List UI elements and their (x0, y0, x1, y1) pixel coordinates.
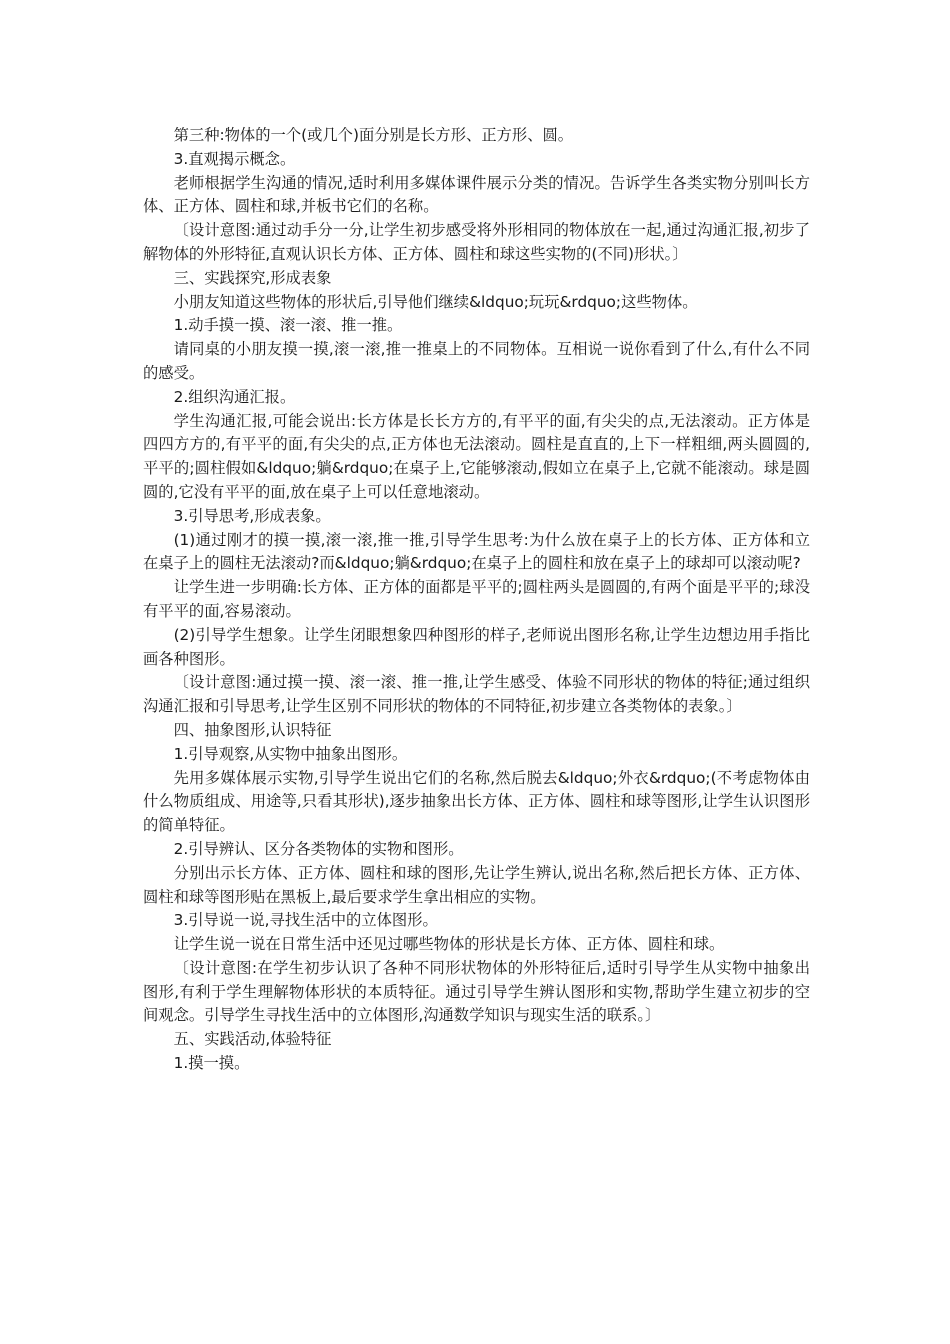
paragraph: 让学生说一说在日常生活中还见过哪些物体的形状是长方体、正方体、圆柱和球。 (173, 935, 725, 954)
paragraph: 〔设计意图:通过动手分一分,让学生初步感受将外形相同的物体放在一起,通过沟通汇报,初步了解物体的外形特征,直观认识长方体、正方体、圆柱和球这些实物的(不同)形状。〕 (143, 221, 810, 263)
paragraph: 3.引导思考,形成表象。 (173, 506, 331, 525)
paragraph: (1)通过刚才的摸一摸,滚一滚,推一推,引导学生思考:为什么放在桌子上的长方体、正方体和立在桌子上的圆柱无法滚动?而&ldquo;躺&rdquo;在桌子上的圆柱和放在桌子上的球却可以滚动呢? (143, 530, 810, 573)
paragraph: 3.引导说一说,寻找生活中的立体图形。 (173, 911, 438, 930)
paragraph: 1.动手摸一摸、滚一滚、推一推。 (173, 316, 403, 335)
paragraph: 分别出示长方体、正方体、圆柱和球的图形,先让学生辨认,说出名称,然后把长方体、正方体、圆柱和球等图形贴在黑板上,最后要求学生拿出相应的实物。 (143, 863, 810, 906)
paragraph: 〔设计意图:通过摸一摸、滚一滚、推一推,让学生感受、体验不同形状的物体的特征;通过组织沟通汇报和引导思考,让学生区别不同形状的物体的不同特征,初步建立各类物体的表象。〕 (143, 673, 810, 716)
paragraph: 学生沟通汇报,可能会说出:长方体是长长方方的,有平平的面,有尖尖的点,无法滚动。正方体是四四方方的,有平平的面,有尖尖的点,正方体也无法滚动。圆柱是直直的,上下一样粗细,两头圆圆的,平平的;圆柱假如&ldquo;躺&rdquo;在桌子上,它能够滚动,假如立在桌子上,它就不能滚动。球是圆圆的,它没有平平的面,放在桌子上可以任意地滚动。 (143, 411, 810, 501)
paragraph: 3.直观揭示概念。 (173, 149, 296, 168)
paragraph: 第三种:物体的一个(或几个)面分别是长方形、正方形、圆。 (173, 126, 574, 144)
paragraph: 2.引导辨认、区分各类物体的实物和图形。 (173, 839, 464, 858)
document-body (143, 124, 810, 1076)
paragraph: 让学生进一步明确:长方体、正方体的面都是平平的;圆柱两头是圆圆的,有两个面是平平的;球没有平平的面,容易滚动。 (143, 578, 810, 620)
paragraph: 老师根据学生沟通的情况,适时利用多媒体课件展示分类的情况。告诉学生各类实物分别叫长方体、正方体、圆柱和球,并板书它们的名称。 (143, 173, 810, 216)
section-heading: 三、实践探究,形成表象 (173, 268, 332, 287)
paragraph: 先用多媒体展示实物,引导学生说出它们的名称,然后脱去&ldquo;外衣&rdquo;(不考虑物体由什么物质组成、用途等,只看其形状),逐步抽象出长方体、正方体、圆柱和球等图形,让学生认识图形的简单特征。 (143, 768, 810, 835)
paragraph: 2.组织沟通汇报。 (173, 387, 296, 406)
paragraph: 1.摸一摸。 (173, 1054, 250, 1073)
section-heading: 四、抽象图形,认识特征 (173, 720, 332, 739)
paragraph: 1.引导观察,从实物中抽象出图形。 (173, 744, 408, 763)
paragraph: (2)引导学生想象。让学生闭眼想象四种图形的样子,老师说出图形名称,让学生边想边用手指比画各种图形。 (143, 625, 810, 668)
paragraph: 〔设计意图:在学生初步认识了各种不同形状物体的外形特征后,适时引导学生从实物中抽象出图形,有利于学生理解物体形状的本质特征。通过引导学生辨认图形和实物,帮助学生建立初步的空间观念。引导学生寻找生活中的立体图形,沟通数学知识与现实生活的联系。〕 (143, 958, 810, 1025)
section-heading: 五、实践活动,体验特征 (173, 1030, 332, 1049)
paragraph: 请同桌的小朋友摸一摸,滚一滚,推一推桌上的不同物体。互相说一说你看到了什么,有什么不同的感受。 (143, 340, 810, 382)
paragraph: 小朋友知道这些物体的形状后,引导他们继续&ldquo;玩玩&rdquo;这些物体。 (173, 292, 698, 311)
